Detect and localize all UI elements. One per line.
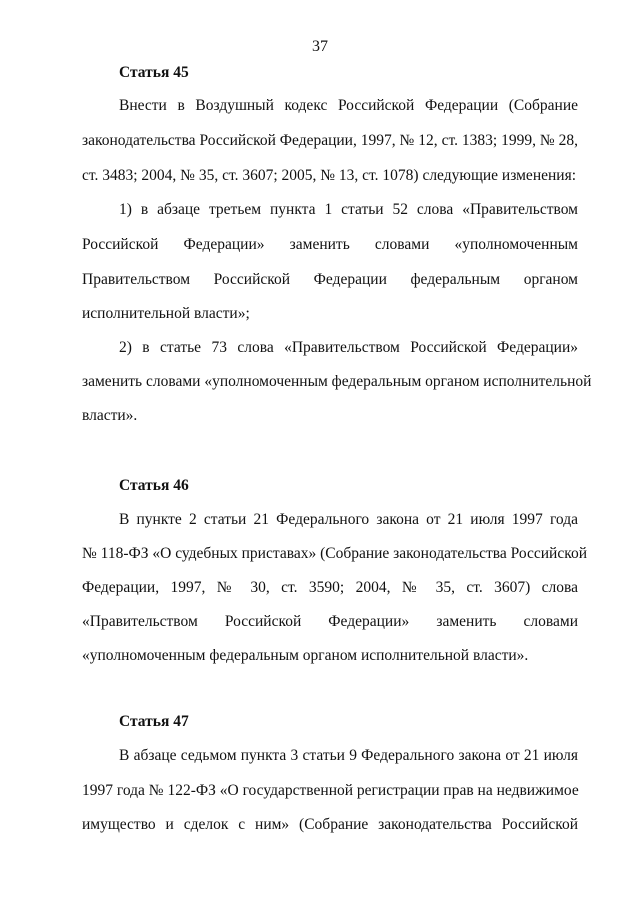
article-46-line-5: «уполномоченным федеральным органом исполнительной власти». <box>82 647 529 664</box>
article-46-heading: Статья 46 <box>119 477 189 494</box>
page-number: 37 <box>312 38 328 55</box>
article-45-line-9: заменить словами «уполномоченным федеральным органом исполнительной <box>82 373 592 390</box>
article-45-line-6: Правительством Российской Федерации федеральным органом <box>82 271 578 288</box>
article-45-line-1: Внести в Воздушный кодекс Российской Федерации (Собрание <box>119 97 578 114</box>
article-45-line-7: исполнительной власти»; <box>82 305 250 322</box>
article-45-line-10: власти». <box>82 407 138 424</box>
article-47-heading: Статья 47 <box>119 713 189 730</box>
article-47-line-1: В абзаце седьмом пункта 3 статьи 9 Федерального закона от 21 июля <box>119 747 578 764</box>
article-46-line-2: № 118-ФЗ «О судебных приставах» (Собрание законодательства Российской <box>82 545 588 562</box>
article-45-line-8: 2) в статье 73 слова «Правительством Российской Федерации» <box>119 339 578 356</box>
article-46-line-4: «Правительством Российской Федерации» заменить словами <box>82 613 578 630</box>
article-46-line-1: В пункте 2 статьи 21 Федерального закона от 21 июля 1997 года <box>119 511 578 528</box>
article-45-line-2: законодательства Российской Федерации, 1997, № 12, ст. 1383; 1999, № 28, <box>82 132 578 149</box>
article-47-line-2: 1997 года № 122-ФЗ «О государственной регистрации прав на недвижимое <box>82 782 579 799</box>
article-45-line-4: 1) в абзаце третьем пункта 1 статьи 52 слова «Правительством <box>119 201 578 218</box>
article-45-line-5: Российской Федерации» заменить словами «уполномоченным <box>82 236 578 253</box>
article-45-line-3: ст. 3483; 2004, № 35, ст. 3607; 2005, № 13, ст. 1078) следующие изменения: <box>82 167 577 184</box>
article-45-heading: Статья 45 <box>119 64 189 81</box>
article-46-line-3: Федерации, 1997, № 30, ст. 3590; 2004, № 35, ст. 3607) слова <box>82 579 578 596</box>
article-47-line-3: имущество и сделок с ним» (Собрание законодательства Российской <box>82 816 578 833</box>
